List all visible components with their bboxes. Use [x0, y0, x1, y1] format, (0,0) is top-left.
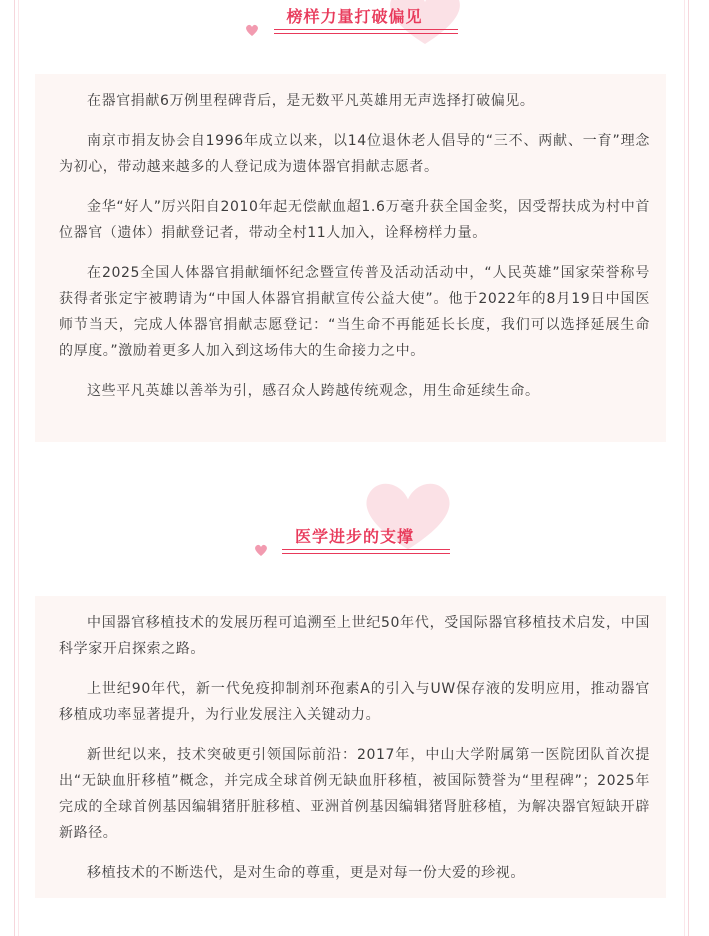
section1-paragraph: 在器官捐献6万例里程碑背后，是无数平凡英雄用无声选择打破偏见。	[87, 93, 535, 109]
section1-paragraph: 金华“好人”厉兴阳自2010年起无偿献血超1.6万毫升获全国金奖，因受帮扶成为村中首位器官（遗体）捐献登记者，带动全村11人加入，诠释榜样力量。	[59, 199, 650, 241]
section2-paragraph: 上世纪90年代，新一代免疫抑制剂环孢素A的引入与UW保存液的发明应用，推动器官移植成功率显著提升，为行业发展注入关键动力。	[59, 681, 650, 723]
title-underline	[274, 29, 458, 30]
section1-paragraph: 这些平凡英雄以善举为引，感召众人跨越传统观念，用生命延续生命。	[87, 383, 540, 399]
section2-heading	[0, 482, 709, 552]
section2-paragraph: 新世纪以来，技术突破更引领国际前沿：2017年，中山大学附属第一医院团队首次提出“无缺血肝移植”概念，并完成全球首例无缺血肝移植，被国际赞誉为“里程碑”；2025年完成的全球首例基因编辑猪肝脏移植、亚洲首例基因编辑猪肾脏移植，为解决器官短缺开辟新路径。	[59, 747, 650, 841]
section1-paragraph: 南京市捐友协会自1996年成立以来，以14位退休老人倡导的“三不、两献、一育”理念为初心，带动越来越多的人登记成为遗体器官捐献志愿者。	[59, 133, 650, 175]
section1-heading	[0, 0, 709, 70]
section1-paragraph: 在2025全国人体器官捐献缅怀纪念暨宣传普及活动活动中，“人民英雄”国家荣誉称号获得者张定宇被聘请为“中国人体器官捐献宣传公益大使”。他于2022年的8月19日中国医师节当天，完成人体器官捐献志愿登记：“当生命不再能延长长度，我们可以选择延展生命的厚度。”激励着更多人加入到这场伟大的生命接力之中。	[59, 265, 650, 359]
section1-content-box	[35, 74, 666, 442]
section2-title: 医学进步的支撑	[294, 527, 414, 546]
title-underline	[274, 33, 458, 34]
section1-title: 榜样力量打破偏见	[286, 7, 423, 26]
section2-paragraph: 中国器官移植技术的发展历程可追溯至上世纪50年代，受国际器官移植技术启发，中国科学家开启探索之路。	[59, 615, 650, 657]
title-underline	[282, 553, 450, 554]
section2-content-box	[35, 596, 666, 898]
section2-paragraph: 移植技术的不断迭代，是对生命的尊重，更是对每一份大爱的珍视。	[87, 865, 525, 881]
title-underline	[282, 549, 450, 550]
